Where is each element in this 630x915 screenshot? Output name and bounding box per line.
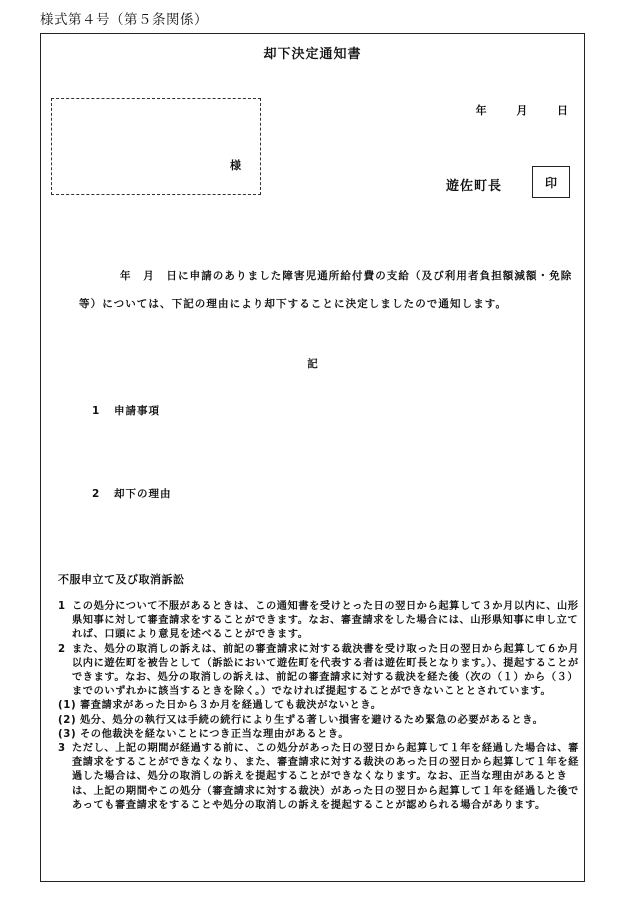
appeal-paragraph-1: 1 この処分について不服があるときは、この通知書を受けとった日の翌日から起算して３か月以内に、山形県知事に対して審査請求をすることができます。なお、審査請求をした場合には、山形県知事に申し立てれば、口頭により意見を述べることができます。: [58, 601, 579, 641]
notice-frame: [40, 33, 585, 882]
date-month: 月: [516, 104, 528, 117]
appeal-subparagraph-1: (1) 審査請求があった日から３か月を経過しても裁決がないとき。: [58, 700, 382, 712]
item-application-matter: 1 申請事項: [92, 405, 160, 417]
appeal-paragraph-2: 2 また、処分の取消しの訴えは、前記の審査請求に対する裁決書を受け取った日の翌日から起算して６か月以内に遊佐町を被告として（訴訟において遊佐町を代表する者は遊佐町長となります。）、提起することができます。なお、処分の取消しの訴えは、前記の審査請求に対する裁決を経た後（次の（１）から（３）までのいずれかに該当するときを除く。）でなければ提起することができないこととされています。: [58, 643, 580, 698]
recipient-honorific: 様: [230, 159, 241, 172]
sender-name: 遊佐町長: [446, 179, 503, 194]
date-year: 年: [475, 104, 487, 117]
appeal-subparagraph-2: (2) 処分、処分の執行又は手続の続行により生ずる著しい損害を避けるため緊急の必要があるとき。: [58, 714, 544, 726]
appeal-subparagraph-3: (3) その他裁決を経ないことにつき正当な理由があるとき。: [58, 728, 350, 740]
seal-box: 印: [532, 166, 570, 198]
item-rejection-reason: 2 却下の理由: [92, 488, 172, 500]
ki-heading: 記: [307, 358, 318, 370]
form-number-label: 様式第４号（第５条関係）: [40, 12, 208, 28]
appeal-paragraph-3: 3 ただし、上記の期間が経過する前に、この処分があった日の翌日から起算して１年を経過した場合は、審査請求をすることができなくなり、また、審査請求に対する裁決のあった日の翌日から起算して１年を経過した場合は、処分の取消しの訴えを提起することができなくなります。なお、正当な理由があるときは、上記の期間やこの処分（審査請求に対する裁決）があった日の翌日から起算して１年を経過した後であっても審査請求をすることや処分の取消しの訴えを提起することが認められる場合があります。: [58, 743, 579, 811]
document-title: 却下決定通知書: [263, 47, 362, 62]
appeal-notes: [58, 600, 580, 813]
date-day: 日: [557, 104, 568, 117]
recipient-address-box: [51, 98, 261, 195]
issue-date: [476, 102, 568, 118]
appeal-section-title: 不服申立て及び取消訴訟: [58, 573, 185, 586]
notice-body: 年 月 日に申請のありました障害児通所給付費の支給（及び利用者負担額減額・免除等）については、下記の理由により却下することに決定しましたので通知します。: [79, 270, 573, 310]
